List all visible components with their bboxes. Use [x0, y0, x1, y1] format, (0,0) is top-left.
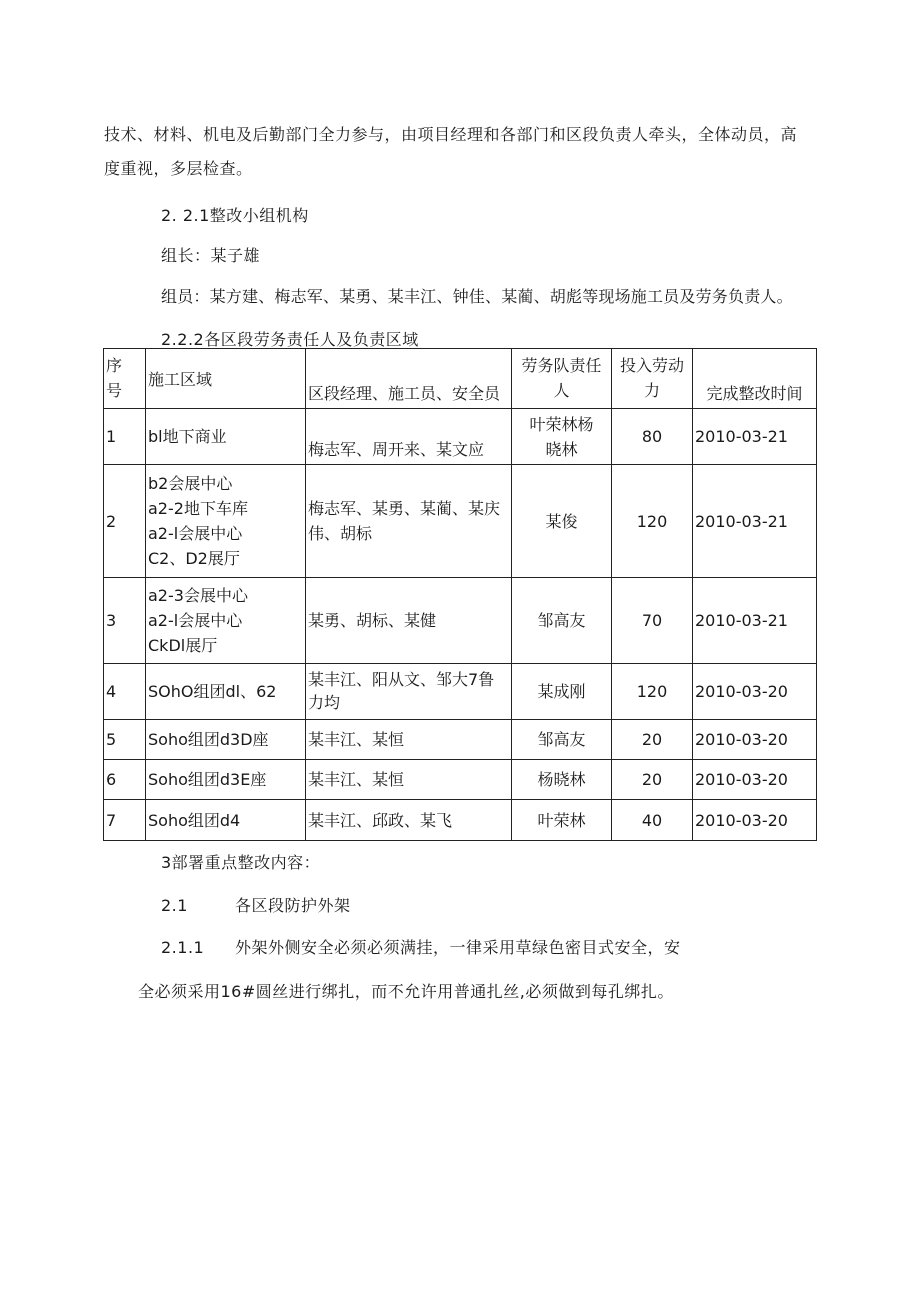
section-number-2-1: 2.1 [161, 896, 188, 915]
row-labor: 40 [612, 800, 693, 841]
table-row [104, 578, 817, 664]
row-managers: 某丰江、阳从文、邹大7鲁 力均 [306, 664, 512, 720]
row-area: Soho组团d4 [146, 800, 306, 841]
row-labor: 80 [612, 409, 693, 465]
row-managers: 梅志军、周开来、某文应 [306, 409, 512, 465]
table-row [104, 465, 817, 578]
intro-paragraph-line2: 度重视，多层检查。 [104, 159, 253, 178]
row-managers: 梅志军、某勇、某蔺、某庆 伟、胡标 [306, 465, 512, 578]
section-text-2-1-1-line2: 全必须采用16#圆丝进行绑扎，而不允许用普通扎丝,必须做到每孔绑扎。 [138, 982, 674, 1001]
row-deadline: 2010-03-20 [693, 760, 817, 800]
row-seq: 3 [104, 578, 146, 664]
row-seq: 5 [104, 720, 146, 760]
table-row [104, 409, 817, 465]
row-seq: 1 [104, 409, 146, 465]
row-team-lead: 某成刚 [512, 664, 612, 720]
row-deadline: 2010-03-21 [693, 409, 817, 465]
section-heading-2-2-1: 2. 2.1整改小组机构 [161, 206, 309, 225]
labor-responsibility-table [103, 348, 817, 841]
row-deadline: 2010-03-21 [693, 578, 817, 664]
row-seq: 2 [104, 465, 146, 578]
row-managers: 某丰江、某恒 [306, 720, 512, 760]
header-area: 施工区域 [146, 349, 306, 409]
row-area: SOhO组团dl、62 [146, 664, 306, 720]
section-title-2-1: 各区段防护外架 [235, 896, 351, 915]
section-text-2-1-1: 外架外侧安全必须必须满挂，一律采用草绿色密目式安全，安 [235, 938, 681, 957]
row-labor: 120 [612, 664, 693, 720]
row-team-lead: 杨晓林 [512, 760, 612, 800]
section-number-2-1-1: 2.1.1 [161, 938, 205, 957]
row-labor: 20 [612, 720, 693, 760]
row-managers: 某丰江、邱政、某飞 [306, 800, 512, 841]
row-area: Soho组团d3E座 [146, 760, 306, 800]
row-team-lead: 邹高友 [512, 720, 612, 760]
row-labor: 120 [612, 465, 693, 578]
section-heading-3: 3部署重点整改内容： [161, 853, 321, 872]
row-area: b2会展中心 a2-2地下车库 a2-l会展中心 C2、D2展厅 [146, 465, 306, 578]
table-row [104, 720, 817, 760]
row-team-lead: 某俊 [512, 465, 612, 578]
row-labor: 70 [612, 578, 693, 664]
row-area: bl地下商业 [146, 409, 306, 465]
row-managers: 某勇、胡标、某健 [306, 578, 512, 664]
header-seq: 序 号 [104, 349, 146, 409]
row-team-lead: 邹高友 [512, 578, 612, 664]
table-row [104, 760, 817, 800]
row-seq: 6 [104, 760, 146, 800]
table-row [104, 800, 817, 841]
row-seq: 7 [104, 800, 146, 841]
row-labor: 20 [612, 760, 693, 800]
group-leader-line: 组长：某子雄 [161, 246, 261, 265]
row-team-lead: 叶荣林 [512, 800, 612, 841]
header-team-lead: 劳务队责任 人 [512, 349, 612, 409]
row-seq: 4 [104, 664, 146, 720]
intro-paragraph-line1: 技术、材料、机电及后勤部门全力参与，由项目经理和各部门和区段负责人牵头，全体动员，高 [104, 125, 798, 144]
row-deadline: 2010-03-20 [693, 664, 817, 720]
row-area: Soho组团d3D座 [146, 720, 306, 760]
row-managers: 某丰江、某恒 [306, 760, 512, 800]
header-deadline: 完成整改时间 [693, 349, 817, 409]
row-area: a2-3会展中心 a2-l会展中心 CkDl展厅 [146, 578, 306, 664]
row-deadline: 2010-03-21 [693, 465, 817, 578]
row-team-lead: 叶荣林杨 晓林 [512, 409, 612, 465]
group-members-line: 组员：某方建、梅志军、某勇、某丰江、钟佳、某蔺、胡彪等现场施工员及劳务负责人。 [161, 287, 793, 306]
header-managers: 区段经理、施工员、安全员 [306, 349, 512, 409]
table-header-row [104, 349, 817, 409]
table-row [104, 664, 817, 720]
section-heading-2-2-2: 2.2.2各区段劳务责任人及负责区域 [161, 330, 419, 349]
header-labor: 投入劳动 力 [612, 349, 693, 409]
row-deadline: 2010-03-20 [693, 720, 817, 760]
row-deadline: 2010-03-20 [693, 800, 817, 841]
